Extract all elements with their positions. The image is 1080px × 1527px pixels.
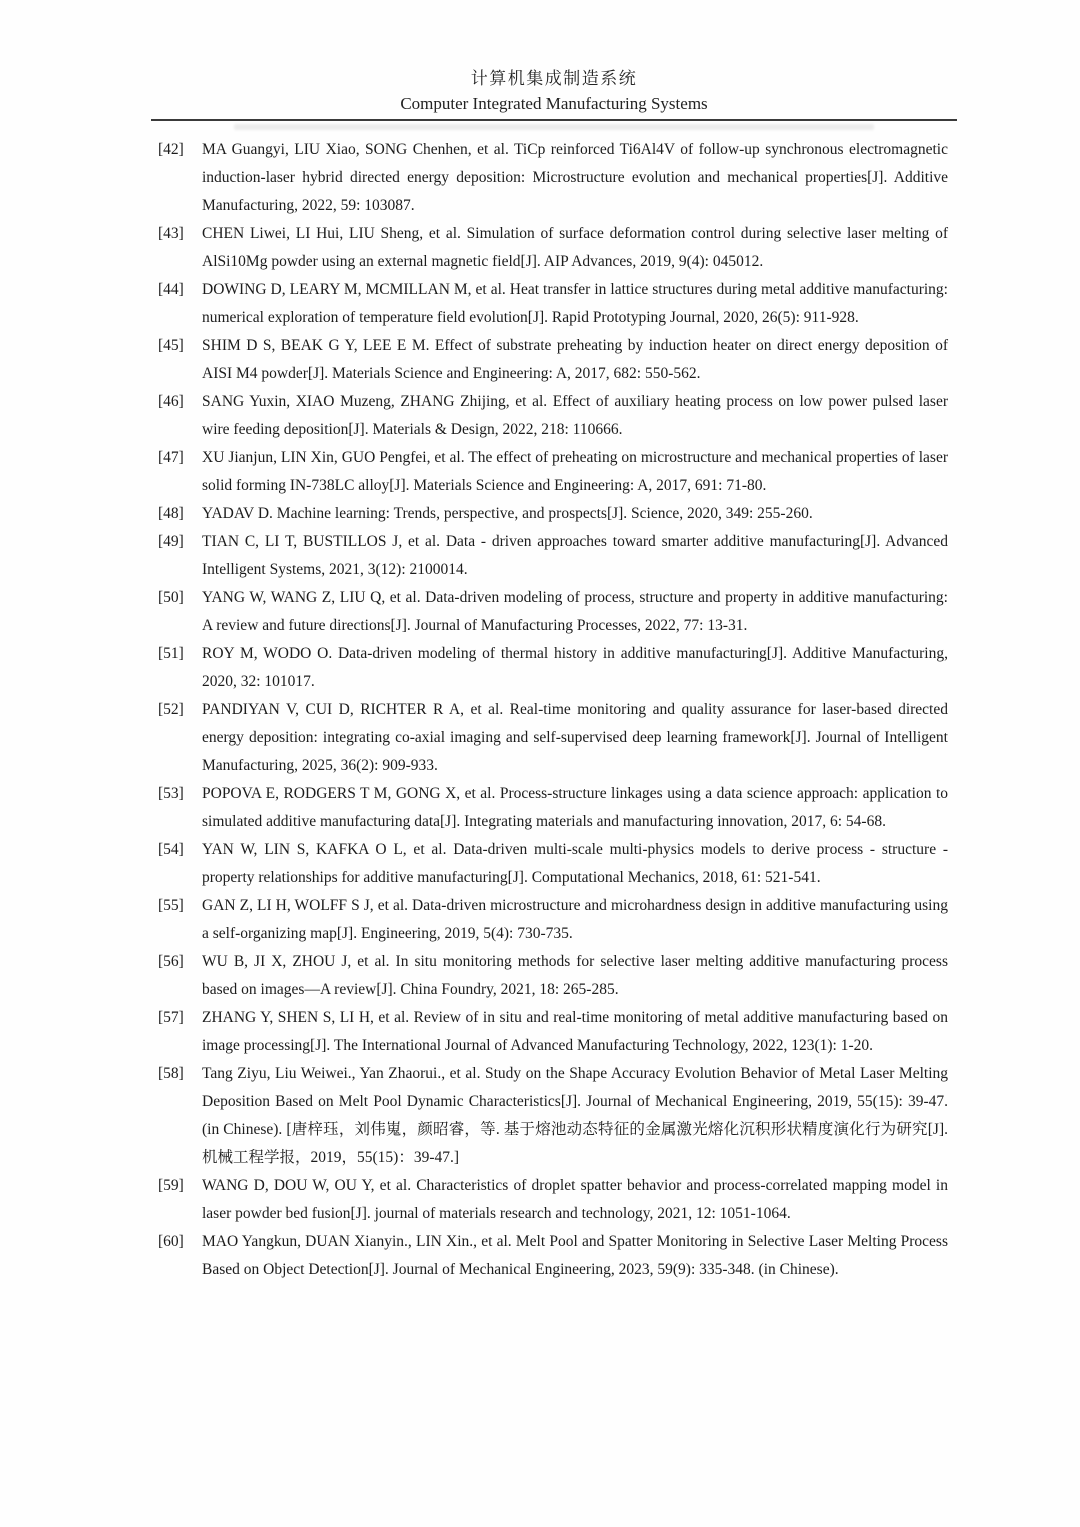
reference-number: [48]: [158, 505, 184, 522]
reference-item: [158, 948, 948, 1004]
reference-item: [158, 892, 948, 948]
reference-item: [158, 584, 948, 640]
reference-number: [46]: [158, 393, 184, 410]
reference-text: ROY M, WODO O. Data-driven modeling of thermal history in additive manufacturing[J]. Additive Manufacturing, 2020, 32: 101017.: [202, 645, 948, 690]
reference-text: SANG Yuxin, XIAO Muzeng, ZHANG Zhijing, et al. Effect of auxiliary heating process on low power pulsed laser wire feeding deposition[J]. Materials & Design, 2022, 218: 110666.: [202, 393, 948, 438]
reference-number: [51]: [158, 645, 184, 662]
reference-number: [50]: [158, 589, 184, 606]
scan-artifact: [234, 124, 874, 130]
reference-text: YAN W, LIN S, KAFKA O L, et al. Data-driven multi-scale multi-physics models to derive process - structure - property relationships for additive manufacturing[J]. Computational Mechanics, 2018, 61: 521-541.: [202, 841, 948, 886]
reference-text: MA Guangyi, LIU Xiao, SONG Chenhen, et al. TiCp reinforced Ti6Al4V of follow-up synchronous electromagnetic induction-laser hybrid directed energy deposition: Microstructure evolution and mechanical properties[J]. Additive Manufacturing, 2022, 59: 103087.: [202, 141, 948, 214]
reference-number: [57]: [158, 1009, 184, 1026]
reference-text: TIAN C, LI T, BUSTILLOS J, et al. Data - driven approaches toward smarter additive manufacturing[J]. Advanced Intelligent Systems, 2021, 3(12): 2100014.: [202, 533, 948, 578]
reference-number: [59]: [158, 1177, 184, 1194]
reference-text: WU B, JI X, ZHOU J, et al. In situ monitoring methods for selective laser melting additive manufacturing process based on images—A review[J]. China Foundry, 2021, 18: 265-285.: [202, 953, 948, 998]
reference-text: Tang Ziyu, Liu Weiwei., Yan Zhaorui., et al. Study on the Shape Accuracy Evolution Behavior of Metal Laser Melting Deposition Based on Melt Pool Dynamic Characteristics[J]. Journal of Mechanical Engineering, 2019, 55(15): 39-47. (in Chinese). [唐梓珏，刘伟嵬，颜昭睿，等. 基于熔池动态特征的金属激光熔化沉积形状精度演化行为研究[J]. 机械工程学报，2019，55(15)：39-47.]: [202, 1065, 948, 1166]
reference-list: [158, 136, 948, 1284]
reference-text: SHIM D S, BEAK G Y, LEE E M. Effect of substrate preheating by induction heater on direct energy deposition of AISI M4 powder[J]. Materials Science and Engineering: A, 2017, 682: 550-562.: [202, 337, 948, 382]
reference-item: [158, 1172, 948, 1228]
reference-number: [47]: [158, 449, 184, 466]
reference-item: [158, 220, 948, 276]
reference-text: DOWING D, LEARY M, MCMILLAN M, et al. Heat transfer in lattice structures during metal additive manufacturing: numerical exploration of temperature field evolution[J]. Rapid Prototyping Journal, 2020, 26(5): 911-928.: [202, 281, 948, 326]
reference-item: [158, 1004, 948, 1060]
reference-number: [49]: [158, 533, 184, 550]
reference-number: [54]: [158, 841, 184, 858]
reference-text: MAO Yangkun, DUAN Xianyin., LIN Xin., et al. Melt Pool and Spatter Monitoring in Selective Laser Melting Process Based on Object Detection[J]. Journal of Mechanical Engineering, 2023, 59(9): 335-348. (in Chinese).: [202, 1233, 948, 1278]
reference-item: [158, 1228, 948, 1284]
reference-number: [52]: [158, 701, 184, 718]
reference-item: [158, 276, 948, 332]
reference-item: [158, 836, 948, 892]
reference-item: [158, 388, 948, 444]
reference-number: [60]: [158, 1233, 184, 1250]
reference-text: YADAV D. Machine learning: Trends, perspective, and prospects[J]. Science, 2020, 349: 255-260.: [202, 505, 813, 522]
reference-item: [158, 528, 948, 584]
reference-item: [158, 1060, 948, 1172]
running-head: [151, 68, 957, 130]
reference-text: POPOVA E, RODGERS T M, GONG X, et al. Process-structure linkages using a data science approach: application to simulated additive manufacturing data[J]. Integrating materials and manufacturing innovation, 2017, 6: 54-68.: [202, 785, 948, 830]
reference-text: ZHANG Y, SHEN S, LI H, et al. Review of in situ and real-time monitoring of metal additive manufacturing based on image processing[J]. The International Journal of Advanced Manufacturing Technology, 2022, 123(1): 1-20.: [202, 1009, 948, 1054]
reference-item: [158, 696, 948, 780]
reference-number: [42]: [158, 141, 184, 158]
reference-text: XU Jianjun, LIN Xin, GUO Pengfei, et al. The effect of preheating on microstructure and mechanical properties of laser solid forming IN-738LC alloy[J]. Materials Science and Engineering: A, 2017, 691: 71-80.: [202, 449, 948, 494]
journal-title-english: Computer Integrated Manufacturing Systems: [400, 94, 708, 113]
reference-text: WANG D, DOU W, OU Y, et al. Characteristics of droplet spatter behavior and process-correlated mapping model in laser powder bed fusion[J]. journal of materials research and technology, 2021, 12: 1051-1064.: [202, 1177, 948, 1222]
reference-item: [158, 136, 948, 220]
reference-number: [45]: [158, 337, 184, 354]
reference-text: YANG W, WANG Z, LIU Q, et al. Data-driven modeling of process, structure and property in additive manufacturing: A review and future directions[J]. Journal of Manufacturing Processes, 2022, 77: 13-31.: [202, 589, 948, 634]
reference-text: PANDIYAN V, CUI D, RICHTER R A, et al. Real-time monitoring and quality assurance for laser-based directed energy deposition: integrating co-axial imaging and self-supervised deep learning framework[J]. Journal of Intelligent Manufacturing, 2025, 36(2): 909-933.: [202, 701, 948, 774]
reference-number: [53]: [158, 785, 184, 802]
reference-number: [56]: [158, 953, 184, 970]
reference-number: [55]: [158, 897, 184, 914]
journal-title-chinese: 计算机集成制造系统: [470, 69, 638, 88]
reference-number: [58]: [158, 1065, 184, 1082]
reference-number: [44]: [158, 281, 184, 298]
reference-item: [158, 500, 948, 528]
reference-item: [158, 444, 948, 500]
reference-text: CHEN Liwei, LI Hui, LIU Sheng, et al. Simulation of surface deformation control during selective laser melting of AlSi10Mg powder using an external magnetic field[J]. AIP Advances, 2019, 9(4): 045012.: [202, 225, 948, 270]
reference-number: [43]: [158, 225, 184, 242]
reference-item: [158, 640, 948, 696]
header-rule: [151, 119, 957, 121]
reference-item: [158, 780, 948, 836]
reference-text: GAN Z, LI H, WOLFF S J, et al. Data-driven microstructure and microhardness design in additive manufacturing using a self-organizing map[J]. Engineering, 2019, 5(4): 730-735.: [202, 897, 948, 942]
reference-item: [158, 332, 948, 388]
